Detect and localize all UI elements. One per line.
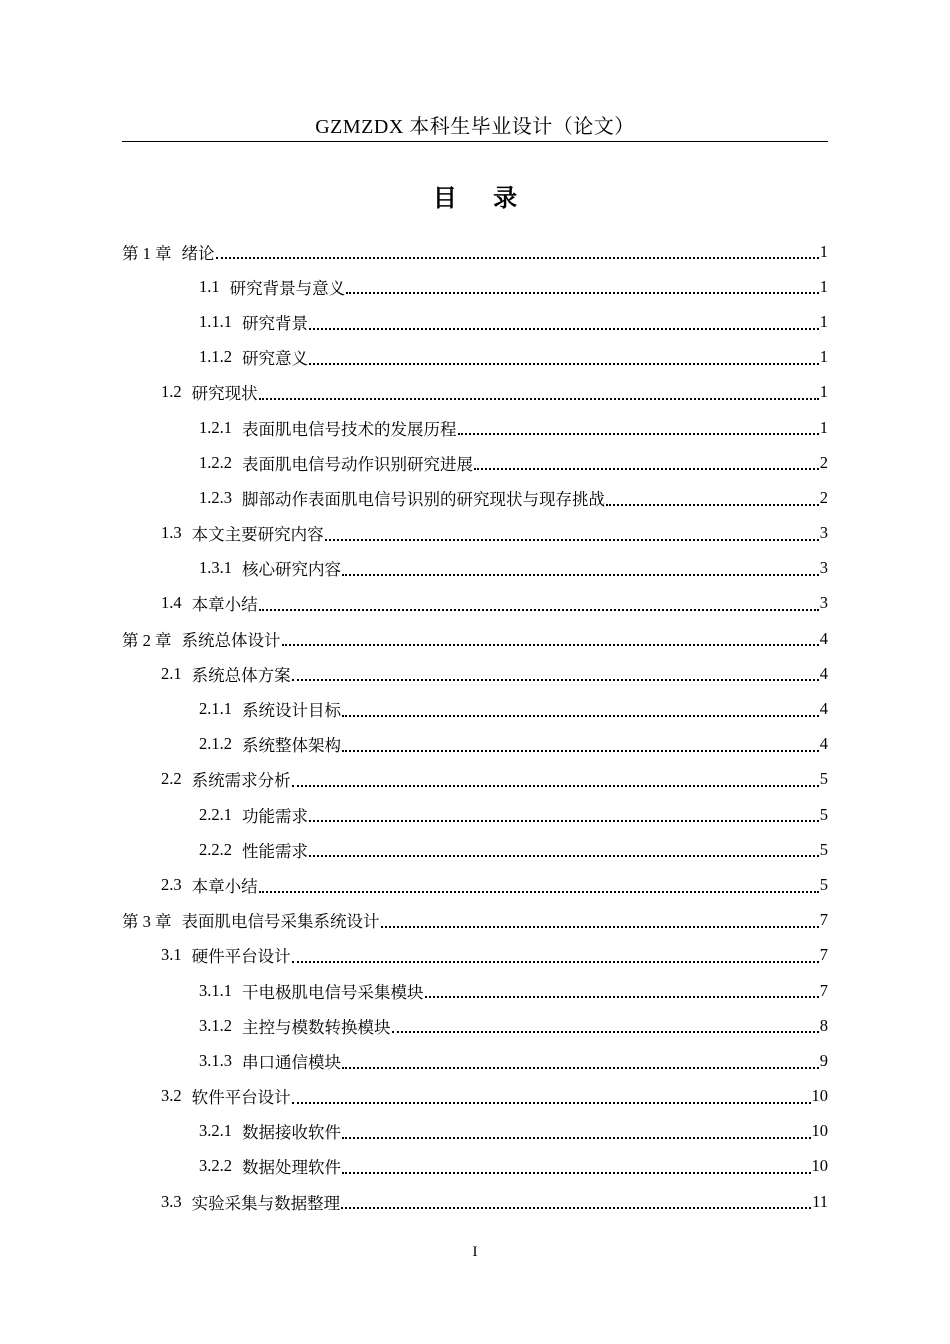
toc-entry-page: 4	[819, 628, 828, 648]
toc-entry-page: 2	[819, 487, 828, 507]
toc-entry-page: 4	[819, 699, 828, 719]
dot-leader	[309, 362, 819, 365]
toc-entry-title: 数据处理软件	[242, 1158, 341, 1178]
toc-entry[interactable]	[122, 269, 828, 304]
dot-leader	[342, 1066, 819, 1069]
toc-entry-number: 2.2.2	[199, 839, 232, 859]
toc-entry-page: 5	[819, 769, 828, 789]
toc-entry-title: 串口通信模块	[242, 1052, 341, 1072]
toc-entry-number: 2.1	[161, 663, 182, 683]
dot-leader	[259, 890, 819, 893]
toc-entry[interactable]	[122, 1114, 828, 1149]
toc-entry-page: 4	[819, 734, 828, 754]
toc-entry-page: 10	[811, 1121, 828, 1141]
toc-entry-number: 3.2.2	[199, 1156, 232, 1176]
toc-entry-title: 系统总体设计	[181, 630, 281, 650]
dot-leader	[392, 1030, 819, 1033]
header-rule	[122, 141, 828, 142]
toc-entry-page: 7	[819, 945, 828, 965]
toc-entry-title: 表面肌电信号动作识别研究进展	[242, 454, 473, 474]
toc-entry-page: 1	[819, 382, 828, 402]
toc-entry-title: 本章小结	[191, 876, 258, 896]
dot-leader	[292, 678, 819, 681]
toc-entry[interactable]	[122, 516, 828, 551]
toc-entry[interactable]	[122, 586, 828, 621]
toc-entry[interactable]	[122, 551, 828, 586]
toc-entry[interactable]	[122, 304, 828, 339]
page-header: GZMZDX 本科生毕业设计（论文）	[315, 116, 635, 138]
toc-entry-page: 1	[819, 276, 828, 296]
toc-entry[interactable]	[122, 1184, 828, 1219]
toc-entry-page: 10	[811, 1086, 828, 1106]
dot-leader	[342, 714, 819, 717]
dot-leader	[606, 503, 819, 506]
toc-entry-page: 7	[819, 980, 828, 1000]
toc-entry-number: 3.1.3	[199, 1050, 232, 1070]
toc-entry-number: 1.1.2	[199, 347, 232, 367]
toc-entry[interactable]	[122, 867, 828, 902]
toc-entry-title: 系统设计目标	[242, 701, 341, 721]
toc-entry[interactable]	[122, 727, 828, 762]
toc-entry-number: 1.3	[161, 523, 182, 543]
toc-entry-page: 2	[819, 452, 828, 472]
toc-entry-page: 1	[819, 311, 828, 331]
toc-entry-page: 1	[819, 347, 828, 367]
dot-leader	[325, 538, 819, 541]
toc-entry-page: 4	[819, 663, 828, 683]
toc-entry-number: 1.1	[199, 276, 220, 296]
dot-leader	[346, 291, 819, 294]
toc-entry-number: 3.2	[161, 1086, 182, 1106]
toc-entry-number: 2.2	[161, 769, 182, 789]
toc-list	[122, 234, 828, 1219]
toc-entry[interactable]	[122, 234, 828, 269]
toc-entry-title: 硬件平台设计	[191, 947, 291, 967]
toc-entry-title: 系统总体方案	[191, 665, 291, 685]
toc-entry[interactable]	[122, 762, 828, 797]
dot-leader	[309, 327, 819, 330]
toc-entry-title: 研究背景	[242, 313, 308, 333]
dot-leader	[342, 1171, 811, 1174]
toc-entry-title: 数据接收软件	[242, 1123, 341, 1143]
toc-entry[interactable]	[122, 340, 828, 375]
dot-leader	[474, 467, 819, 470]
toc-entry-title: 系统整体架构	[242, 736, 341, 756]
toc-entry[interactable]	[122, 621, 828, 656]
page-number: I	[472, 1244, 478, 1260]
dot-leader	[342, 749, 819, 752]
dot-leader	[309, 854, 819, 857]
toc-entry[interactable]	[122, 1043, 828, 1078]
toc-entry-number: 第 2 章	[122, 630, 172, 650]
toc-entry-number: 3.3	[161, 1191, 182, 1211]
toc-entry-number: 2.2.1	[199, 804, 232, 824]
toc-entry-number: 1.1.1	[199, 311, 232, 331]
toc-entry-page: 1	[819, 417, 828, 437]
toc-entry-title: 表面肌电信号采集系统设计	[181, 912, 380, 932]
toc-entry[interactable]	[122, 1079, 828, 1114]
toc-entry-title: 本文主要研究内容	[191, 525, 324, 545]
toc-entry-page: 8	[819, 1015, 828, 1035]
toc-entry[interactable]	[122, 973, 828, 1008]
toc-entry[interactable]	[122, 445, 828, 480]
toc-entry[interactable]	[122, 691, 828, 726]
toc-entry[interactable]	[122, 1149, 828, 1184]
toc-entry-title: 软件平台设计	[191, 1088, 291, 1108]
toc-entry[interactable]	[122, 375, 828, 410]
toc-entry-number: 2.1.2	[199, 734, 232, 754]
toc-entry-page: 9	[819, 1050, 828, 1070]
dot-leader	[259, 608, 819, 611]
toc-entry[interactable]	[122, 410, 828, 445]
toc-entry-title: 脚部动作表面肌电信号识别的研究现状与现存挑战	[242, 489, 605, 509]
toc-entry-page: 5	[819, 874, 828, 894]
toc-entry-page: 7	[819, 910, 828, 930]
toc-entry-page: 5	[819, 839, 828, 859]
toc-entry-title: 研究意义	[242, 349, 308, 369]
toc-entry-title: 功能需求	[242, 806, 308, 826]
dot-leader	[259, 397, 819, 400]
dot-leader	[292, 784, 819, 787]
toc-entry-title: 系统需求分析	[191, 771, 291, 791]
dot-leader	[292, 960, 819, 963]
toc-entry[interactable]	[122, 656, 828, 691]
toc-entry-number: 第 1 章	[122, 243, 172, 263]
toc-entry-number: 1.3.1	[199, 558, 232, 578]
toc-entry[interactable]	[122, 480, 828, 515]
dot-leader	[425, 995, 819, 998]
dot-leader	[282, 643, 819, 646]
toc-entry-title: 性能需求	[242, 841, 308, 861]
toc-entry-page: 3	[819, 523, 828, 543]
toc-entry-number: 第 3 章	[122, 912, 172, 932]
toc-entry-number: 3.2.1	[199, 1121, 232, 1141]
toc-entry-page: 5	[819, 804, 828, 824]
toc-entry-title: 主控与模数转换模块	[242, 1017, 391, 1037]
toc-entry-number: 1.4	[161, 593, 182, 613]
toc-entry-number: 3.1.1	[199, 980, 232, 1000]
toc-entry-number: 2.1.1	[199, 699, 232, 719]
toc-entry-title: 核心研究内容	[242, 560, 341, 580]
toc-entry-page: 1	[819, 241, 828, 261]
toc-entry-number: 1.2.3	[199, 487, 232, 507]
toc-entry-page: 11	[812, 1191, 828, 1211]
dot-leader	[342, 1136, 811, 1139]
toc-entry-page: 3	[819, 593, 828, 613]
dot-leader	[292, 1101, 811, 1104]
toc-entry-title: 干电极肌电信号采集模块	[242, 982, 424, 1002]
dot-leader	[342, 573, 819, 576]
toc-entry-page: 10	[811, 1156, 828, 1176]
toc-entry[interactable]	[122, 797, 828, 832]
dot-leader	[341, 1206, 811, 1209]
toc-entry[interactable]	[122, 832, 828, 867]
toc-entry-number: 1.2.2	[199, 452, 232, 472]
toc-entry-number: 2.3	[161, 874, 182, 894]
toc-entry-title: 实验采集与数据整理	[191, 1193, 341, 1213]
toc-entry-title: 表面肌电信号技术的发展历程	[242, 419, 457, 439]
toc-entry-title: 研究现状	[191, 384, 258, 404]
toc-entry-title: 研究背景与意义	[229, 278, 346, 298]
toc-entry-number: 3.1	[161, 945, 182, 965]
toc-entry[interactable]	[122, 1008, 828, 1043]
toc-entry-number: 1.2	[161, 382, 182, 402]
dot-leader	[381, 925, 819, 928]
toc-entry-number: 1.2.1	[199, 417, 232, 437]
toc-entry-page: 3	[819, 558, 828, 578]
toc-entry[interactable]	[122, 903, 828, 938]
toc-entry-title: 绪论	[181, 243, 215, 263]
dot-leader	[458, 432, 819, 435]
dot-leader	[309, 819, 819, 822]
dot-leader	[216, 256, 819, 259]
toc-entry-title: 本章小结	[191, 595, 258, 615]
toc-title: 目 录	[432, 184, 532, 212]
toc-entry[interactable]	[122, 938, 828, 973]
toc-entry-number: 3.1.2	[199, 1015, 232, 1035]
